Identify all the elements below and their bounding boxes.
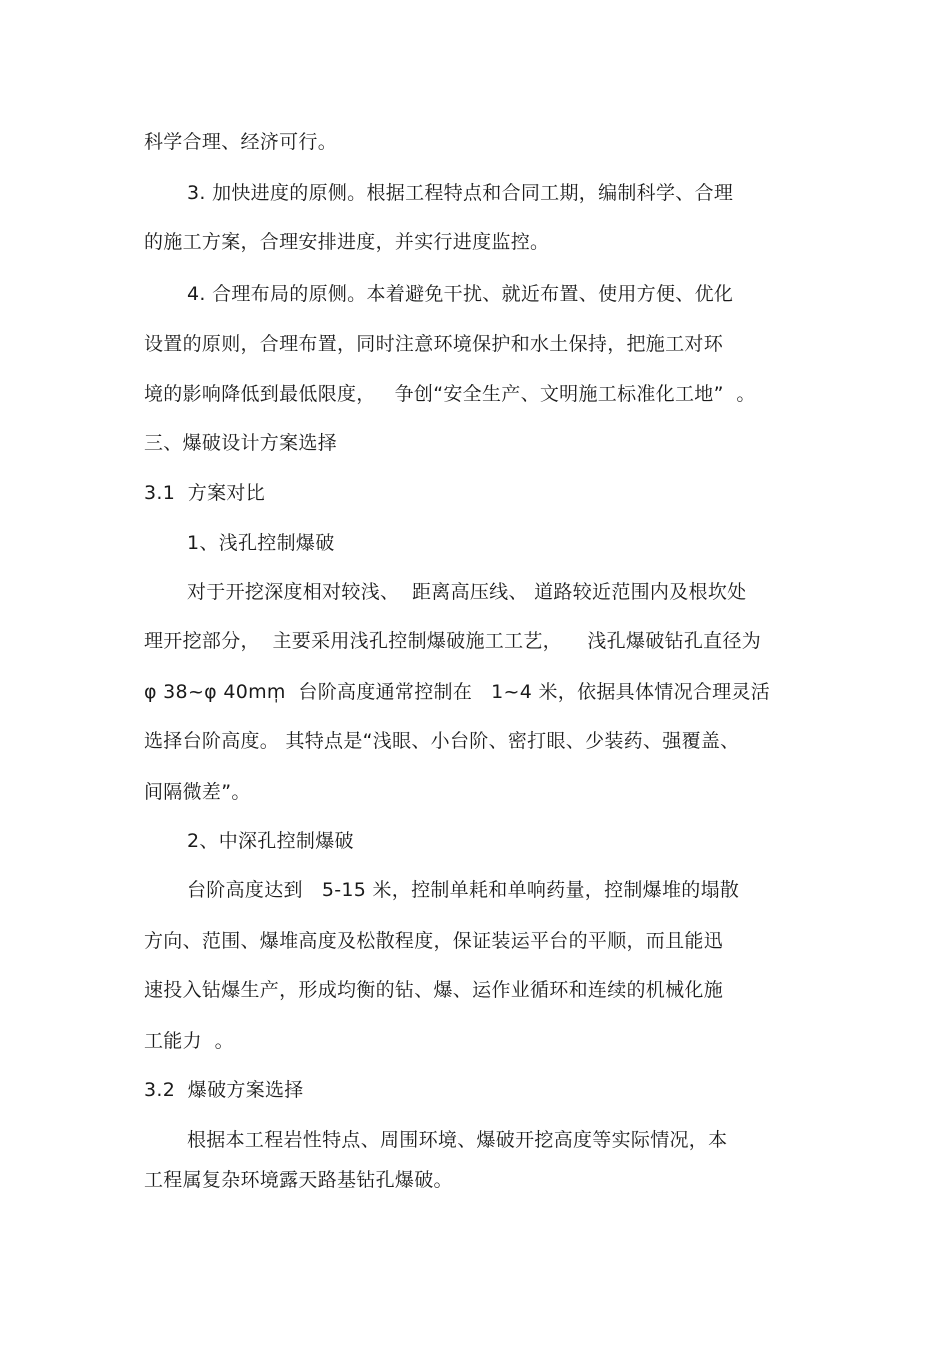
item-heading: 2、中深孔控制爆破: [187, 830, 354, 852]
text-line: 理开挖部分， 主要采用浅孔控制爆破施工工艺， 浅孔爆破钻孔直径为: [144, 630, 762, 652]
text-line: 科学合理、经济可行。: [144, 131, 338, 153]
subsection-heading: 3.2 爆破方案选择: [144, 1079, 304, 1101]
text-line: 方向、范围、爆堆高度及松散程度，保证装运平台的平顺，而且能迅: [144, 930, 724, 952]
section-heading: 三、爆破设计方案选择: [144, 432, 338, 454]
text-line: 台阶高度达到 5-15 米，控制单耗和单响药量，控制爆堆的塌散: [187, 879, 740, 901]
text-line: 工能力 。: [144, 1030, 234, 1052]
text-line: 工程属复杂环境露天路基钻孔爆破。: [144, 1169, 453, 1191]
paragraph-principle-4: 4. 合理布局的原侧。本着避免干扰、就近布置、使用方便、优化: [187, 283, 734, 305]
text-line: 对于开挖深度相对较浅、 距离高压线、 道路较近范围内及根坎处: [187, 581, 747, 603]
text-line: φ 38~φ 40mm̩ 台阶高度通常控制在 1~4 米，依据具体情况合理灵活: [144, 681, 771, 703]
text-line: 根据本工程岩性特点、周围环境、爆破开挖高度等实际情况，本: [187, 1129, 728, 1151]
text-line: 设置的原则，合理布置，同时注意环境保护和水土保持，把施工对环: [144, 333, 724, 355]
text-line: 境的影响降低到最低限度， 争创“安全生产、文明施工标准化工地” 。: [144, 383, 756, 405]
text-line: 速投入钻爆生产，形成均衡的钻、爆、运作业循环和连续的机械化施: [144, 979, 724, 1001]
text-line: 的施工方案，合理安排进度，并实行进度监控。: [144, 231, 550, 253]
subsection-heading: 3.1 方案对比: [144, 482, 265, 504]
paragraph-principle-3: 3. 加快进度的原侧。根据工程特点和合同工期，编制科学、合理: [187, 182, 734, 204]
text-line: 选择台阶高度。 其特点是“浅眼、小台阶、密打眼、少装药、强覆盖、: [144, 730, 740, 752]
text-line: 间隔微差”。: [144, 781, 251, 803]
item-heading: 1、浅孔控制爆破: [187, 532, 335, 554]
